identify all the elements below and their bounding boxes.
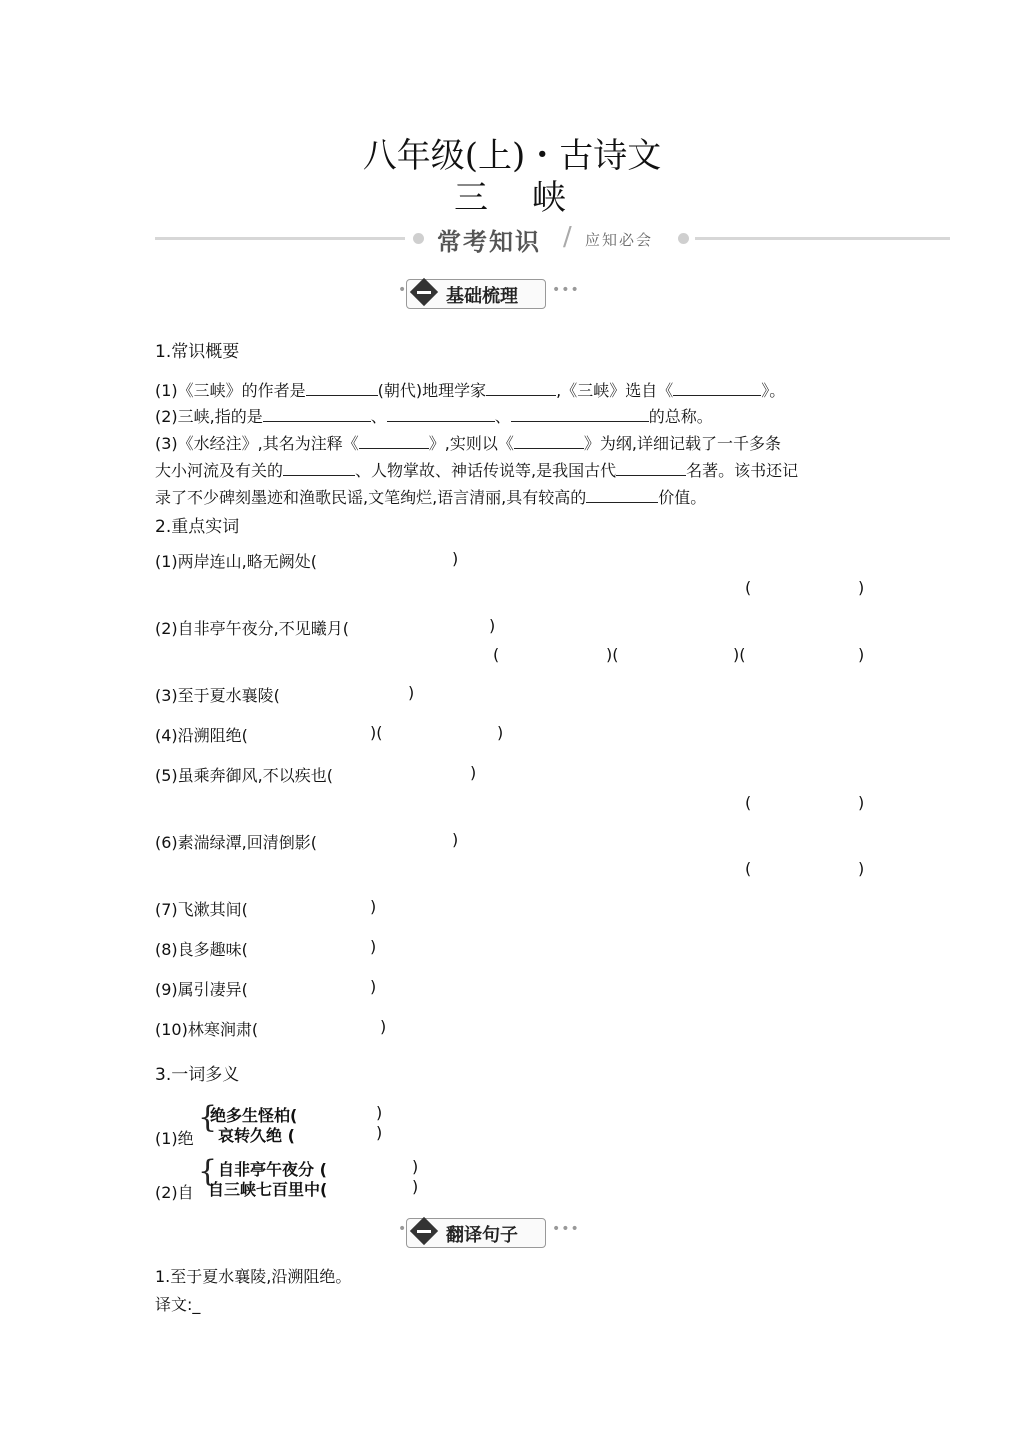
band-line-left — [155, 237, 405, 240]
item-text: (9)属引凄异( — [155, 980, 248, 999]
q-text: (3)《水经注》,其名为注释《 — [155, 434, 359, 453]
question-line-4 — [155, 458, 798, 481]
q-text: 、 — [370, 407, 387, 426]
paren-close: ) — [489, 616, 496, 635]
polysemy-sentence: 自非亭午夜分 ( — [218, 1160, 327, 1179]
translate-answer-label[interactable]: 译文:_ — [155, 1295, 201, 1314]
paren-close: ) — [858, 645, 865, 664]
polysemy-sentence: 哀转久绝 ( — [218, 1126, 295, 1145]
question-line-2 — [155, 404, 713, 427]
paren-close: ) — [452, 549, 459, 568]
section-heading-knowledge: 1.常识概要 — [155, 342, 240, 362]
q-text: ,《三峡》选自《 — [556, 381, 674, 400]
answer-blank[interactable] — [359, 434, 429, 449]
pill-label: 基础梳理 — [446, 286, 518, 307]
subtitle-char-1: 三 — [454, 178, 492, 218]
band-title: 常考知识 — [437, 228, 541, 256]
word-item — [155, 549, 317, 572]
paren-close: ) — [470, 763, 477, 782]
question-line-1 — [155, 378, 785, 401]
q-text: 》。 — [761, 381, 786, 400]
q-text: 、人物掌故、神话传说等,是我国古代 — [355, 461, 617, 480]
paren-open: ( — [745, 793, 752, 812]
band-subtitle: 应知必会 — [585, 231, 654, 249]
question-line-5 — [155, 485, 706, 508]
page-title: 八年级(上)・古诗文 — [362, 136, 662, 176]
paren-open: ( — [745, 859, 752, 878]
word-item — [155, 683, 280, 706]
question-line-3 — [155, 431, 781, 454]
brace-symbol: { — [198, 1154, 218, 1189]
word-item — [155, 897, 248, 920]
paren-open: ( — [745, 578, 752, 597]
polysemy-sentence: 绝多生怪柏( — [210, 1106, 298, 1125]
item-text: (1)两岸连山,略无阙处( — [155, 552, 317, 571]
answer-blank[interactable] — [514, 434, 584, 449]
item-text: (3)至于夏水襄陵( — [155, 686, 280, 705]
answer-blank[interactable] — [511, 407, 649, 422]
section-heading-polysemy: 3.一词多义 — [155, 1065, 240, 1085]
item-text: (2)自非亭午夜分,不见曦月( — [155, 619, 349, 638]
paren-close: ) — [858, 793, 865, 812]
paren-open: ( — [493, 645, 500, 664]
polysemy-sentence: 自三峡七百里中( — [208, 1180, 328, 1199]
answer-blank[interactable] — [673, 381, 761, 396]
item-text: (4)沿溯阻绝( — [155, 726, 248, 745]
word-item — [155, 977, 248, 1000]
q-text: 大小河流及有关的 — [155, 461, 284, 480]
paren-close: ) — [452, 830, 459, 849]
word-item — [155, 616, 349, 639]
polysemy-label: (1)绝 — [155, 1129, 194, 1148]
q-text: 》为纲,详细记载了一千多条 — [583, 434, 781, 453]
q-text: 录了不少碑刻墨迹和渔歌民谣,文笔绚烂,语言清丽,具有较高的 — [155, 488, 587, 507]
answer-blank[interactable] — [387, 407, 495, 422]
answer-blank[interactable] — [283, 461, 355, 476]
paren-close: ) — [412, 1177, 419, 1196]
band-dot-right — [678, 233, 689, 244]
q-text: 、 — [494, 407, 511, 426]
answer-blank[interactable] — [306, 381, 378, 396]
paren-close: ) — [380, 1017, 387, 1036]
item-text: (10)林寒涧肃( — [155, 1020, 259, 1039]
q-text: 》,实则以《 — [428, 434, 514, 453]
paren-close: ) — [412, 1157, 419, 1176]
paren-close: ) — [370, 977, 377, 996]
word-item — [155, 763, 333, 786]
paren-pair: )( — [733, 645, 746, 664]
brace-symbol: { — [198, 1100, 218, 1135]
paren-close: ) — [370, 897, 377, 916]
polysemy-label: (2)自 — [155, 1183, 194, 1202]
paren-close: ) — [858, 859, 865, 878]
item-text: (8)良多趣味( — [155, 940, 248, 959]
paren-close: ) — [376, 1103, 383, 1122]
q-text: (朝代)地理学家 — [377, 381, 487, 400]
word-item — [155, 830, 317, 853]
answer-blank[interactable] — [586, 488, 658, 503]
paren-close: ) — [408, 683, 415, 702]
q-text: 价值。 — [658, 488, 707, 507]
band-dot-left — [413, 233, 424, 244]
section-heading-words: 2.重点实词 — [155, 517, 240, 537]
pill-dot-left: • — [398, 282, 407, 298]
item-text: (7)飞漱其间( — [155, 900, 248, 919]
band-line-right — [695, 237, 950, 240]
answer-blank[interactable] — [263, 407, 371, 422]
word-item — [155, 937, 248, 960]
paren-pair: )( — [370, 723, 383, 742]
q-text: 名著。该书还记 — [686, 461, 799, 480]
word-item — [155, 723, 248, 746]
paren-pair: )( — [606, 645, 619, 664]
pill-dots-right: ••• — [552, 282, 580, 298]
q-text: (2)三峡,指的是 — [155, 407, 263, 426]
paren-close: ) — [497, 723, 504, 742]
paren-close: ) — [858, 578, 865, 597]
section-band — [155, 222, 950, 256]
minus-icon — [417, 1230, 431, 1233]
answer-blank[interactable] — [486, 381, 556, 396]
subtitle-char-2: 峡 — [532, 178, 570, 218]
q-text: (1)《三峡》的作者是 — [155, 381, 306, 400]
answer-blank[interactable] — [616, 461, 686, 476]
q-text: 的总称。 — [648, 407, 713, 426]
paren-close: ) — [370, 937, 377, 956]
item-text: (5)虽乘奔御风,不以疾也( — [155, 766, 333, 785]
pill-dot-left: • — [398, 1221, 407, 1237]
pill-dots-right: ••• — [552, 1221, 580, 1237]
word-item — [155, 1017, 258, 1040]
page-subtitle — [0, 170, 1024, 219]
item-text: (6)素湍绿潭,回清倒影( — [155, 833, 317, 852]
minus-icon — [417, 291, 431, 294]
translate-question: 1.至于夏水襄陵,沿溯阻绝。 — [155, 1267, 352, 1286]
pill-label: 翻译句子 — [446, 1225, 518, 1246]
paren-close: ) — [376, 1123, 383, 1142]
band-slash: / — [563, 222, 572, 252]
